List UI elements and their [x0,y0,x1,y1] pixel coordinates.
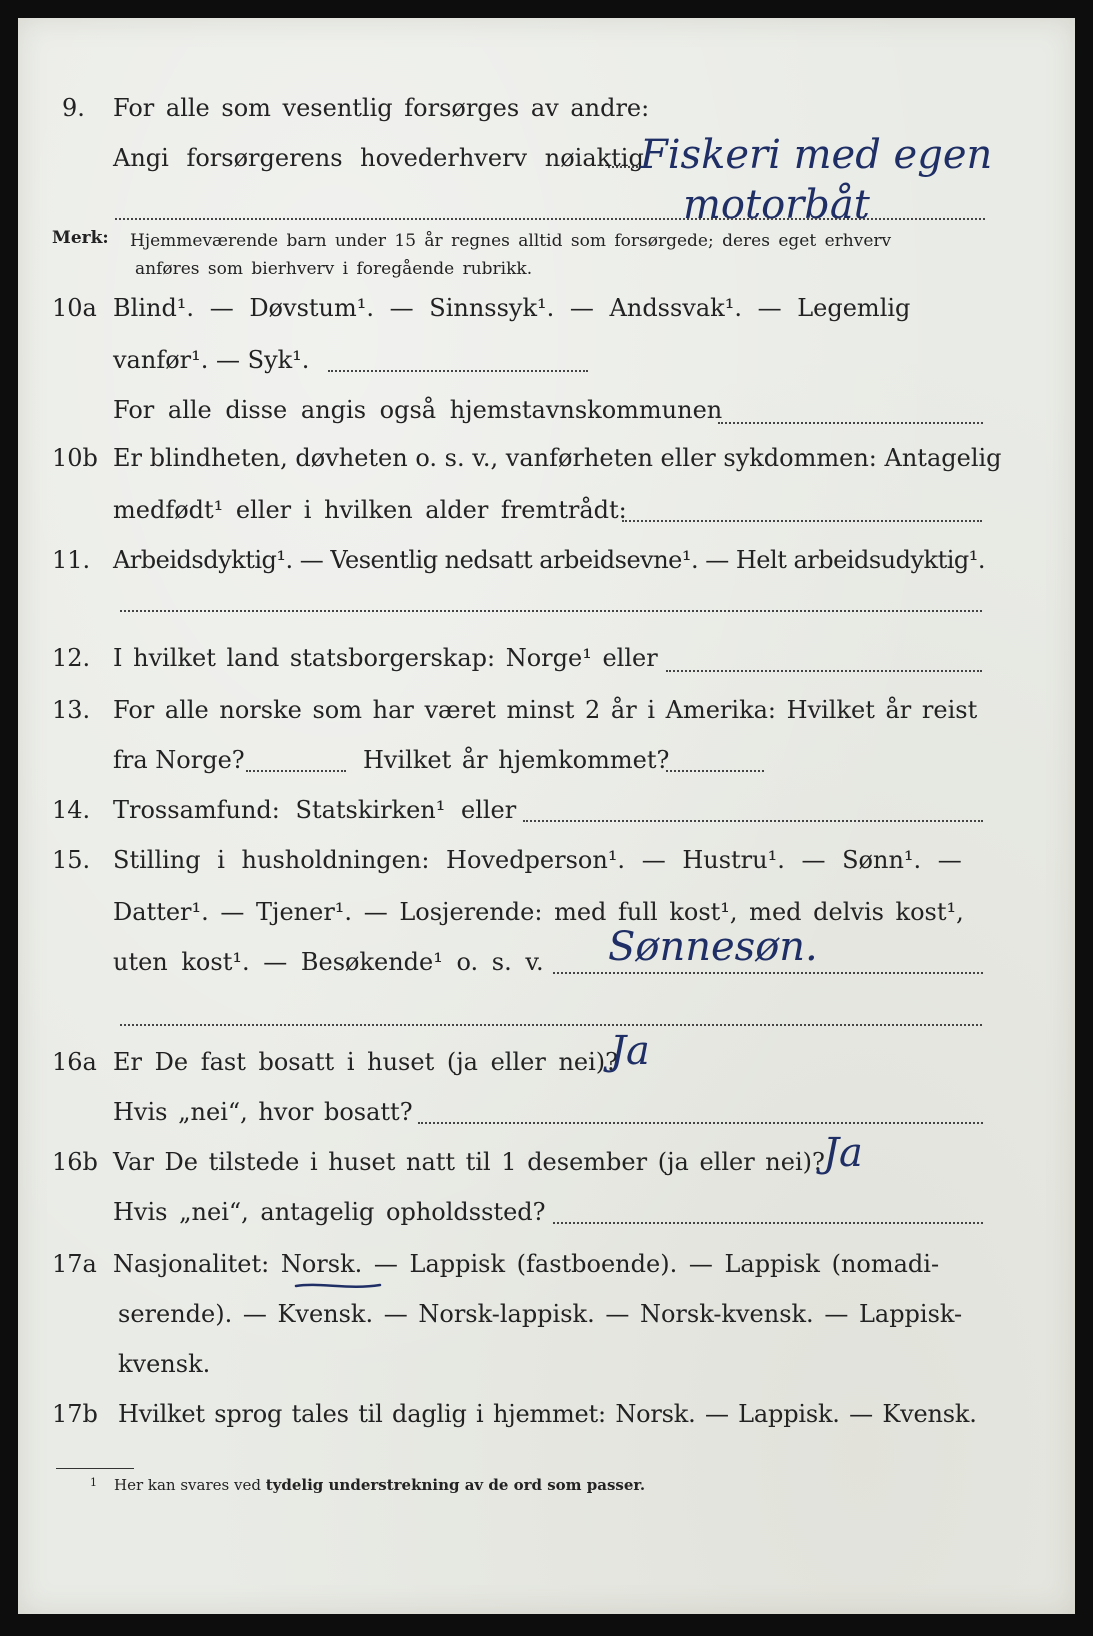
q15-line2: Datter¹. — Tjener¹. — Losjerende: med full kost¹, med delvis kost¹, [113,898,964,926]
q10a-line2: vanfør¹. — Syk¹. [113,346,310,374]
footnote-mark: 1 [90,1476,97,1489]
q12-line1: I hvilket land statsborgerskap: Norge¹ eller [113,644,658,672]
q9-handwritten-answer-2: motorbåt [683,182,870,228]
q16b-number: 16b [52,1148,98,1176]
q9-line2: Angi forsørgerens hovederhverv nøiaktig [113,144,644,172]
q13-line2a: fra Norge? [113,746,245,774]
q16a-dotted-line [418,1122,983,1124]
merk-label: Merk: [52,228,109,248]
q13-number: 13. [52,696,91,724]
q16b-handwritten-answer: Ja [823,1130,863,1176]
q15-handwritten-answer: Sønnesøn. [608,924,818,970]
q10a-number: 10a [52,294,97,322]
q17a-line1: Nasjonalitet: Norsk. — Lappisk (fastboende). — Lappisk (nomadi- [113,1250,940,1278]
q10a-hjemstavn-dotted-line [718,422,983,424]
q10a-dotted-line [328,370,588,372]
footnote-rule [56,1468,134,1469]
q16b-dotted-line [553,1222,983,1224]
q17a-norsk-underline [294,1280,384,1294]
q15-line1: Stilling i husholdningen: Hovedperson¹. — Hustru¹. — Sønn¹. — [113,846,962,874]
q16b-line1: Var De tilstede i huset natt til 1 desember (ja eller nei)? [113,1148,825,1176]
q9-handwritten-answer-1: Fiskeri med egen [640,132,993,178]
q13-reist-dotted-line [246,770,346,772]
q10b-line1: Er blindheten, døvheten o. s. v., vanførheten eller sykdommen: Antagelig [113,444,1002,472]
q16b-line2: Hvis „nei“, antagelig opholdssted? [113,1198,546,1226]
merk-line2: anføres som bierhverv i foregående rubrikk. [135,259,533,279]
q17a-line2: serende). — Kvensk. — Norsk-lappisk. — Norsk-kvensk. — Lappisk- [118,1300,963,1328]
q16a-line2: Hvis „nei“, hvor bosatt? [113,1098,413,1126]
q13-line2b: Hvilket år hjemkommet? [363,746,670,774]
q9-line1: For alle som vesentlig forsørges av andre: [113,94,650,122]
footnote-text-start: Her kan svares ved [114,1476,261,1494]
q11-line1: Arbeidsdyktig¹. — Vesentlig nedsatt arbeidsevne¹. — Helt arbeidsudyktig¹. [113,546,986,574]
q15-number: 15. [52,846,91,874]
q9-answer-dotted-line [608,166,638,168]
q17b-line1: Hvilket sprog tales til daglig i hjemmet: Norsk. — Lappisk. — Kvensk. [118,1400,977,1428]
q12-dotted-line [666,670,982,672]
q15-line3: uten kost¹. — Besøkende¹ o. s. v. [113,948,544,976]
q9-number: 9. [62,94,85,122]
q10a-line1: Blind¹. — Døvstum¹. — Sinnssyk¹. — Andssvak¹. — Legemlig [113,294,911,322]
merk-line1: Hjemmeværende barn under 15 år regnes alltid som forsørgede; deres eget erhverv [130,231,892,251]
q11-dotted-line [120,610,982,612]
q14-dotted-line [523,820,983,822]
q15-continuation-dotted-line [120,1024,982,1026]
q13-hjemkommet-dotted-line [666,770,764,772]
footnote-text [114,1476,645,1494]
q16a-number: 16a [52,1048,97,1076]
q11-number: 11. [52,546,91,574]
census-form-page [18,18,1075,1614]
q17b-number: 17b [52,1400,98,1428]
q16a-line1: Er De fast bosatt i huset (ja eller nei)? [113,1048,619,1076]
q17a-line3: kvensk. [118,1350,211,1378]
q9-continuation-dotted-line [115,218,985,220]
q15-dotted-line [553,972,983,974]
q10b-dotted-line [622,520,982,522]
q14-line1: Trossamfund: Statskirken¹ eller [113,796,517,824]
q12-number: 12. [52,644,91,672]
q10b-line2: medfødt¹ eller i hvilken alder fremtrådt: [113,496,627,524]
q13-line1: For alle norske som har været minst 2 år i Amerika: Hvilket år reist [113,696,978,724]
q16a-handwritten-answer: Ja [610,1028,650,1074]
q10a-line3: For alle disse angis også hjemstavnskommunen [113,396,723,424]
q14-number: 14. [52,796,91,824]
q10b-number: 10b [52,444,98,472]
q17a-number: 17a [52,1250,97,1278]
footnote-text-bold: tydelig understrekning av de ord som passer. [265,1476,646,1494]
